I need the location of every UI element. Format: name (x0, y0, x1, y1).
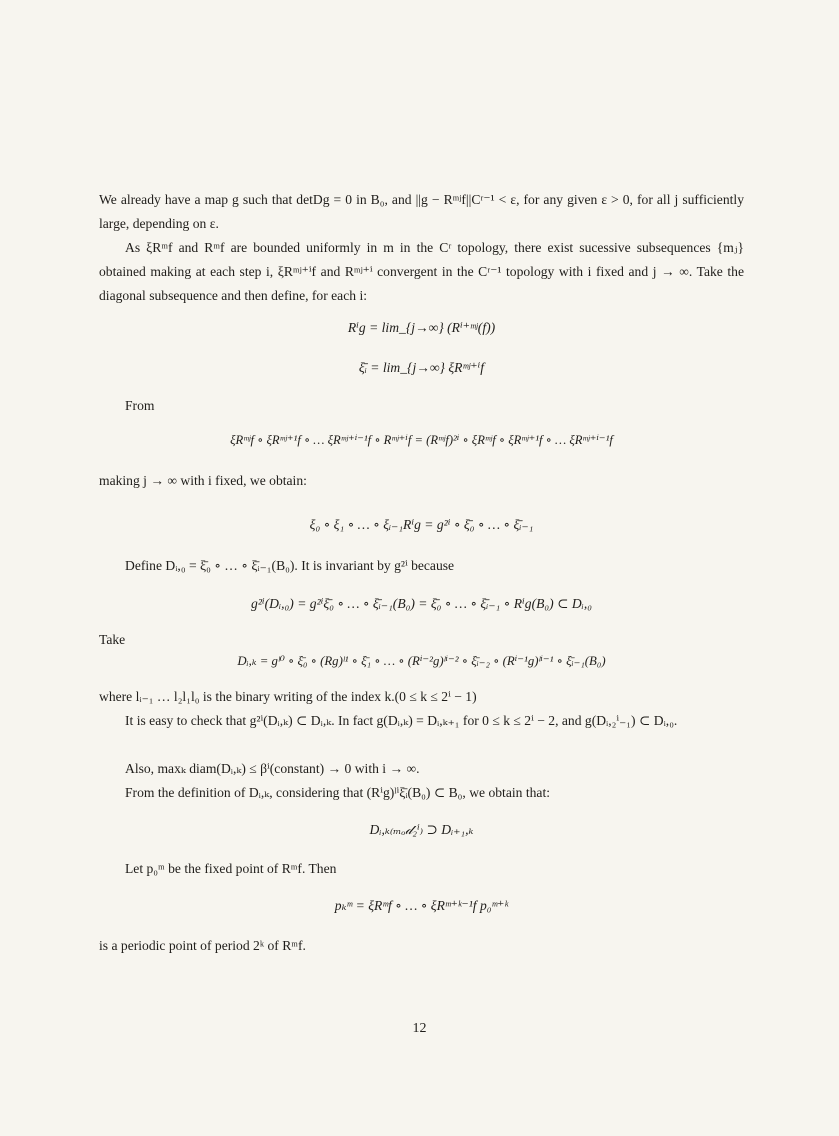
paragraph-take: Take (99, 632, 126, 647)
paragraph-define-d: Define Dᵢ,₀ = ξ̄₀ ∘ … ∘ ξ̄ᵢ₋₁(B₀). It is invariant by g²ⁱ because (125, 558, 455, 573)
equation-limit-conjugacy: ξ₀ ∘ ξ₁ ∘ … ∘ ξᵢ₋₁Rⁱg = g²ⁱ ∘ ξ̄₀ ∘ … ∘ ξ̄ᵢ₋₁ (309, 517, 534, 532)
paragraph-map-g: We already have a map g such that detDg = 0 in B₀, and ||g − Rᵐʲf||Cʳ⁻¹ < ε, for any given ε > 0, for all j sufficiently large, depending on ε. (99, 192, 744, 231)
paragraph-periodic: is a periodic point of period 2ᵏ of Rᵐf. (99, 938, 306, 953)
paragraph-subsequences: As ξRᵐf and Rᵐf are bounded uniformly in m in the Cʳ topology, there exist sucessive subsequences {mⱼ} obtained making at each step i, ξRᵐʲ⁺ⁱf and Rᵐʲ⁺ⁱ convergent in the Cʳ⁻¹ topology with i fixed and j → ∞. Take the diagonal subsequence and then define, for each i: (99, 240, 744, 303)
equation-invariance: g²ⁱ(Dᵢ,₀) = g²ⁱξ̄₀ ∘ … ∘ ξ̄ᵢ₋₁(B₀) = ξ̄₀ ∘ … ∘ ξ̄ᵢ₋₁ ∘ Rⁱg(B₀) ⊂ Dᵢ,₀ (251, 596, 592, 611)
paragraph-fixed-point: Let p₀ᵐ be the fixed point of Rᵐf. Then (125, 861, 337, 876)
paragraph-easy-check: It is easy to check that g²ⁱ(Dᵢ,ₖ) ⊂ Dᵢ,ₖ. In fact g(Dᵢ,ₖ) = Dᵢ,ₖ₊₁ for 0 ≤ k ≤ 2ⁱ − 2, and g(Dᵢ,₂ⁱ₋₁) ⊂ Dᵢ,₀. (125, 713, 678, 728)
equation-xi-bar-limit: ξ̄ᵢ = lim_{j→∞} ξRᵐʲ⁺ⁱf (358, 360, 485, 375)
equation-periodic-point: pₖᵐ = ξRᵐf ∘ … ∘ ξRᵐ⁺ᵏ⁻¹f p₀ᵐ⁺ᵏ (334, 898, 509, 913)
equation-nested-sets: Dᵢ,ₖ₍ₘₒ𝒹₂ⁱ₎ ⊃ Dᵢ₊₁,ₖ (369, 822, 474, 837)
equation-d-i-k: Dᵢ,ₖ = gˡ⁰ ∘ ξ̄₀ ∘ (Rg)ˡ¹ ∘ ξ̄₁ ∘ … ∘ (Rⁱ⁻²g)ˡⁱ⁻² ∘ ξ̄ᵢ₋₂ ∘ (Rⁱ⁻¹g)ˡⁱ⁻¹ ∘ ξ̄ᵢ₋₁(B₀) (237, 654, 606, 668)
equation-composition: ξRᵐʲf ∘ ξRᵐʲ⁺¹f ∘ … ξRᵐʲ⁺ⁱ⁻¹f ∘ Rᵐʲ⁺ⁱf = (Rᵐʲf)²ⁱ ∘ ξRᵐʲf ∘ ξRᵐʲ⁺¹f ∘ … ξRᵐʲ⁺ⁱ⁻¹f (230, 433, 613, 447)
paragraph-making-j: making j → ∞ with i fixed, we obtain: (99, 473, 307, 488)
paragraph-from: From (125, 398, 155, 413)
paragraph-binary-writing: where lᵢ₋₁ … l₂l₁l₀ is the binary writing of the index k.(0 ≤ k ≤ 2ⁱ − 1) (99, 689, 477, 704)
paragraph-definition: From the definition of Dᵢ,ₖ, considering that (Rⁱg)ˡⁱξ̄ᵢ(B₀) ⊂ B₀, we obtain that: (125, 785, 550, 800)
equation-rig-limit: Rⁱg = lim_{j→∞} (Rⁱ⁺ᵐʲ(f)) (347, 320, 496, 335)
page-number: 12 (412, 1021, 427, 1036)
paragraph-diameter: Also, maxₖ diam(Dᵢ,ₖ) ≤ βⁱ(constant) → 0 with i → ∞. (125, 761, 420, 776)
